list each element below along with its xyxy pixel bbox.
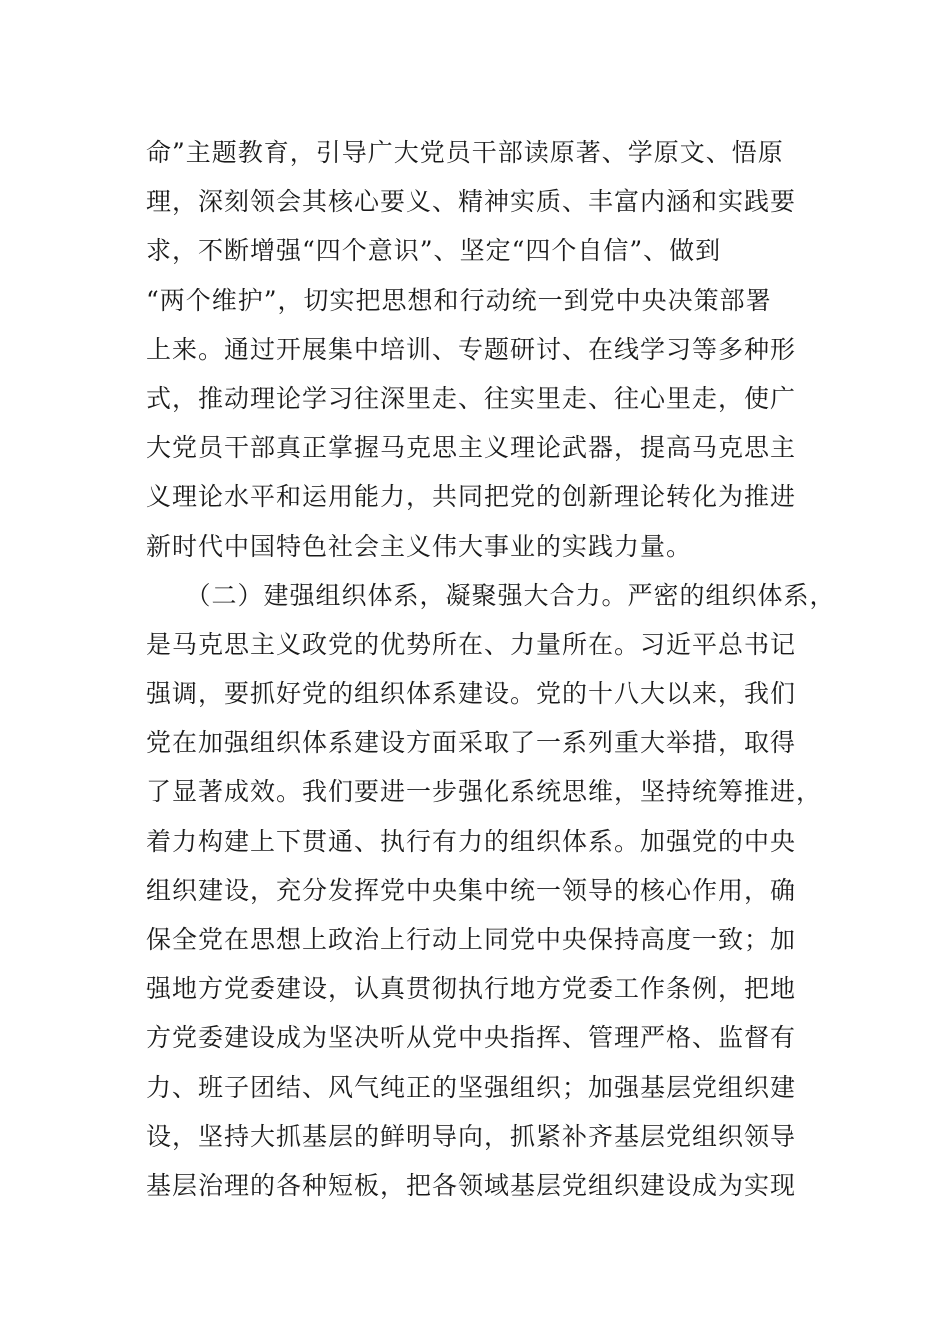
text-line: 式，推动理论学习往深里走、往实里走、往心里走，使广 bbox=[146, 383, 797, 413]
text-line: 组织建设，充分发挥党中央集中统一领导的核心作用，确 bbox=[146, 875, 797, 905]
text-line: 命”主题教育，引导广大党员干部读原著、学原文、悟原 bbox=[146, 138, 784, 167]
text-line: 力、班子团结、风气纯正的坚强组织；加强基层党组织建 bbox=[146, 1072, 797, 1102]
text-line: 方党委建设成为坚决听从党中央指挥、管理严格、监督有 bbox=[146, 1023, 797, 1053]
text-line: 新时代中国特色社会主义伟大事业的实践力量。 bbox=[146, 531, 693, 561]
text-line: 义理论水平和运用能力，共同把党的创新理论转化为推进 bbox=[146, 482, 797, 512]
text-line: 强地方党委建设，认真贯彻执行地方党委工作条例，把地 bbox=[146, 974, 797, 1004]
text-line: 基层治理的各种短板，把各领域基层党组织建设成为实现 bbox=[146, 1170, 797, 1200]
text-line: 大党员干部真正掌握马克思主义理论武器，提高马克思主 bbox=[146, 433, 797, 463]
body-text bbox=[146, 128, 836, 1210]
text-line: 上来。通过开展集中培训、专题研讨、在线学习等多种形 bbox=[146, 334, 797, 364]
text-line: 了显著成效。我们要进一步强化系统思维，坚持统筹推进， bbox=[146, 777, 823, 807]
text-line: 党在加强组织体系建设方面采取了一系列重大举措，取得 bbox=[146, 728, 797, 758]
section-heading-line: （二）建强组织体系，凝聚强大合力。严密的组织体系， bbox=[146, 580, 836, 610]
text-line: 求，不断增强“四个意识”、坚定“四个自信”、做到 bbox=[146, 236, 722, 266]
text-line: 是马克思主义政党的优势所在、力量所在。习近平总书记 bbox=[146, 629, 797, 659]
text-line: “两个维护”，切实把思想和行动统一到党中央决策部署 bbox=[146, 285, 772, 315]
text-line: 设，坚持大抓基层的鲜明导向，抓紧补齐基层党组织领导 bbox=[146, 1121, 797, 1151]
text-line: 保全党在思想上政治上行动上同党中央保持高度一致；加 bbox=[146, 925, 797, 954]
text-line: 理，深刻领会其核心要义、精神实质、丰富内涵和实践要 bbox=[146, 187, 797, 217]
text-line: 强调，要抓好党的组织体系建设。党的十八大以来，我们 bbox=[146, 679, 797, 709]
text-line: 着力构建上下贯通、执行有力的组织体系。加强党的中央 bbox=[146, 826, 797, 856]
